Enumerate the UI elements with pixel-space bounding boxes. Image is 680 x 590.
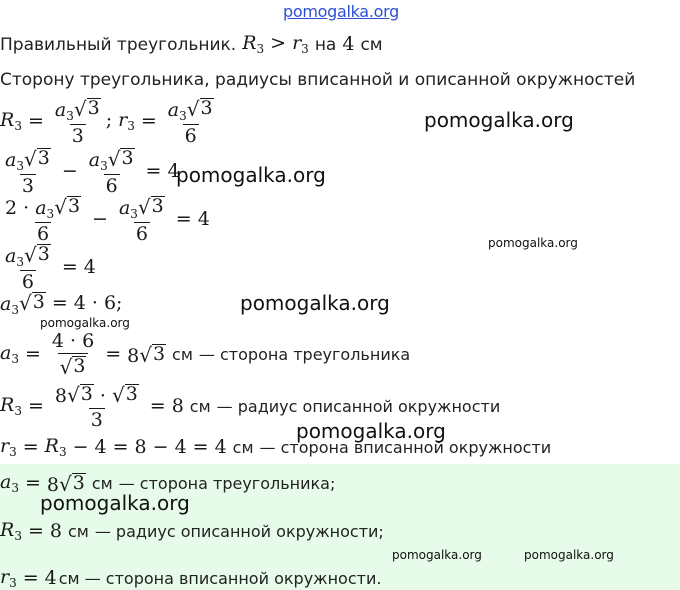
site-header-link[interactable]: pomogalka.org	[283, 2, 399, 21]
watermark: pomogalka.org	[424, 108, 574, 132]
watermark: pomogalka.org	[392, 548, 482, 562]
task-formula: $R_3 > r_3$	[242, 32, 309, 56]
unit-cm: см	[189, 396, 211, 416]
answer-side-label: — сторона треугольника;	[118, 473, 336, 493]
unit-cm: см	[172, 344, 193, 364]
task-number: 4	[342, 33, 355, 55]
watermark: pomogalka.org	[40, 316, 130, 330]
circ-label: — радиус описанной окружности	[216, 396, 501, 416]
watermark: pomogalka.org	[488, 236, 578, 250]
watermark: pomogalka.org	[296, 419, 446, 443]
watermark: pomogalka.org	[240, 291, 390, 315]
insc-label: — сторона вписанной окружности	[259, 437, 552, 457]
task-statement	[0, 34, 383, 55]
answer-circ-label: — радиус описанной окружности;	[94, 521, 384, 541]
unit-cm: см	[67, 521, 89, 541]
watermark: pomogalka.org	[176, 163, 326, 187]
answer-side: $a_3$ = 8 √ 3 см — сторона треугольника;	[0, 471, 336, 496]
find-statement: Сторону треугольника, радиусы вписанной и описанной окружностей	[0, 70, 636, 90]
formula-inradius-result: $r_3$ = $R_3$ − 4 = 8 − 4 = 4 см — сторона вписанной окружности	[0, 435, 552, 459]
formula-product: $a_3$ √ 3 = 4 · 6;	[0, 290, 123, 317]
unit-cm: см	[232, 437, 254, 457]
formula-simplified: $a_3$ √ 3 6 = 4	[5, 242, 96, 293]
formula-radii: $R_3$ = $a_3$ √ 3 3 ; $r_3$ = $a_3$ √ 3 6	[0, 96, 213, 147]
side-label: — сторона треугольника	[198, 344, 411, 364]
formula-circumradius-result: $R_3$ = 8 √ 3 · √ 3 3 = 8 см — радиус описанной окружности	[0, 382, 501, 431]
task-suffix: на	[314, 34, 337, 55]
answer-circumradius: $R_3$ = 8 см — радиус описанной окружности;	[0, 519, 384, 543]
answer-inradius: $r_3$ = 4 см — сторона вписанной окружности.	[0, 566, 382, 590]
answer-insc-label: см — сторона вписанной окружности.	[58, 568, 382, 588]
formula-common-denominator: $2 \cdot a_3$ √ 3 6 − $a_3$ √ 3 6 = 4	[5, 194, 210, 245]
task-prefix: Правильный треугольник.	[0, 34, 237, 55]
formula-difference: $a_3$ √ 3 3 − $a_3$ √ 3 6 = 4	[5, 146, 180, 197]
task-unit: см	[360, 34, 383, 55]
watermark: pomogalka.org	[40, 491, 190, 515]
unit-cm: см	[91, 473, 113, 493]
watermark: pomogalka.org	[524, 548, 614, 562]
formula-side-result: $a_3$ = 4 · 6 √ 3 = 8 √ 3 см — сторона треугольника	[0, 330, 411, 379]
